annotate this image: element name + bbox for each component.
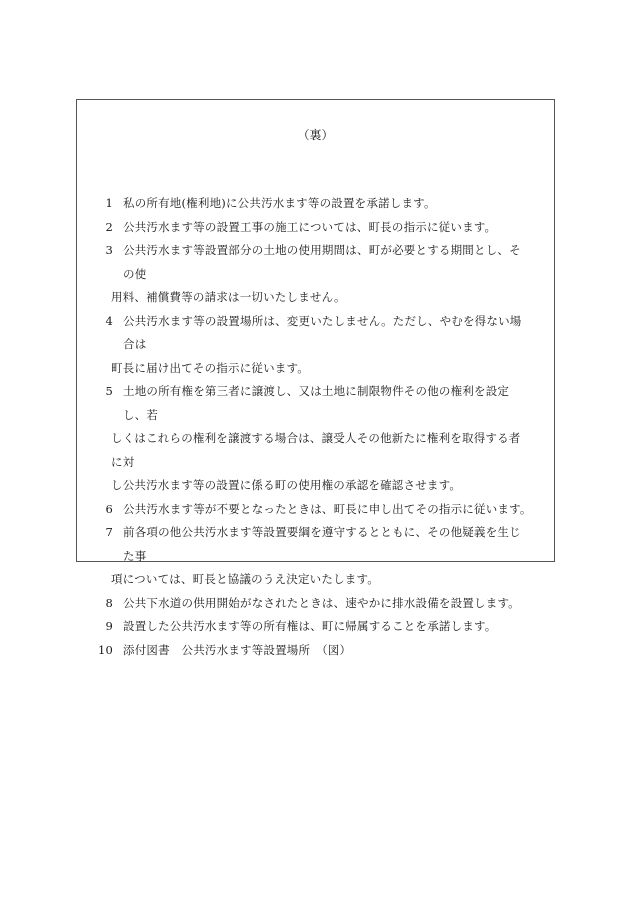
clause-line: し公共汚水ます等の設置に係る町の使用権の承認を確認させます。 [111, 478, 462, 492]
clause-text [111, 521, 532, 592]
clause-number: 10 [97, 642, 113, 657]
clause-line: 公共汚水ます等設置部分の土地の使用期間は、町が必要とする期間とし、その使 [123, 243, 521, 281]
clause-number: 9 [105, 619, 113, 633]
clause-line: 土地の所有権を第三者に譲渡し、又は土地に制限物件その他の権利を設定し、若 [123, 384, 510, 422]
clause-text [123, 615, 532, 639]
clause-number: 8 [105, 595, 113, 610]
clause-line: しくはこれらの権利を譲渡する場合は、譲受人その他新たに権利を取得する者に対 [111, 431, 521, 469]
clause-3 [77, 239, 556, 310]
clause-text [111, 239, 532, 310]
clause-text [123, 639, 532, 663]
clause-line: 前各項の他公共汚水ます等設置要綱を遵守するとともに、その他疑義を生じた事 [123, 525, 521, 563]
clause-line: 私の所有地(権利地)に公共汚水ます等の設置を承諾します。 [123, 196, 436, 210]
clause-line: 設置した公共汚水ます等の所有権は、町に帰属することを承諾します。 [123, 619, 497, 633]
clause-number: 3 [105, 243, 113, 257]
clause-number: 7 [105, 525, 113, 539]
clause-list [77, 192, 556, 662]
clause-line: 町長に届け出てその指示に従います。 [111, 360, 309, 375]
clause-2 [77, 216, 556, 240]
clause-text [123, 592, 532, 616]
clause-6 [77, 498, 556, 522]
clause-line: 添付図書 公共汚水ます等設置場所 （図） [123, 642, 352, 657]
clause-1 [77, 192, 556, 216]
clause-5 [77, 380, 556, 498]
clause-number: 1 [105, 196, 113, 210]
clause-7 [77, 521, 556, 592]
clause-line: 公共汚水ます等の設置工事の施工については、町長の指示に従います。 [123, 219, 497, 234]
clause-number: 2 [105, 219, 113, 234]
clause-text [123, 192, 532, 216]
clause-8 [77, 592, 556, 616]
clause-line: 公共汚水ます等が不要となったときは、町長に申し出てその指示に従います。 [123, 501, 532, 516]
clause-line: 公共下水道の供用開始がなされたときは、速やかに排水設備を設置します。 [123, 595, 520, 610]
clause-text [111, 310, 532, 381]
clause-number: 4 [105, 313, 113, 328]
page-heading: （裏） [297, 128, 334, 142]
clause-9 [77, 615, 556, 639]
clause-line: 項については、町長と協議のうえ決定いたします。 [111, 572, 379, 586]
clause-line: 公共汚水ます等の設置場所は、変更いたしません。ただし、やむを得ない場合は [123, 313, 522, 351]
clause-4 [77, 310, 556, 381]
document-frame [76, 99, 555, 657]
clause-number: 6 [105, 501, 113, 516]
clause-line: 用料、補償費等の請求は一切いたしません。 [111, 290, 346, 304]
clause-10 [77, 639, 556, 663]
clause-text [123, 216, 532, 240]
clause-text [123, 498, 532, 522]
clause-text [111, 380, 532, 498]
clause-number: 5 [105, 384, 113, 398]
